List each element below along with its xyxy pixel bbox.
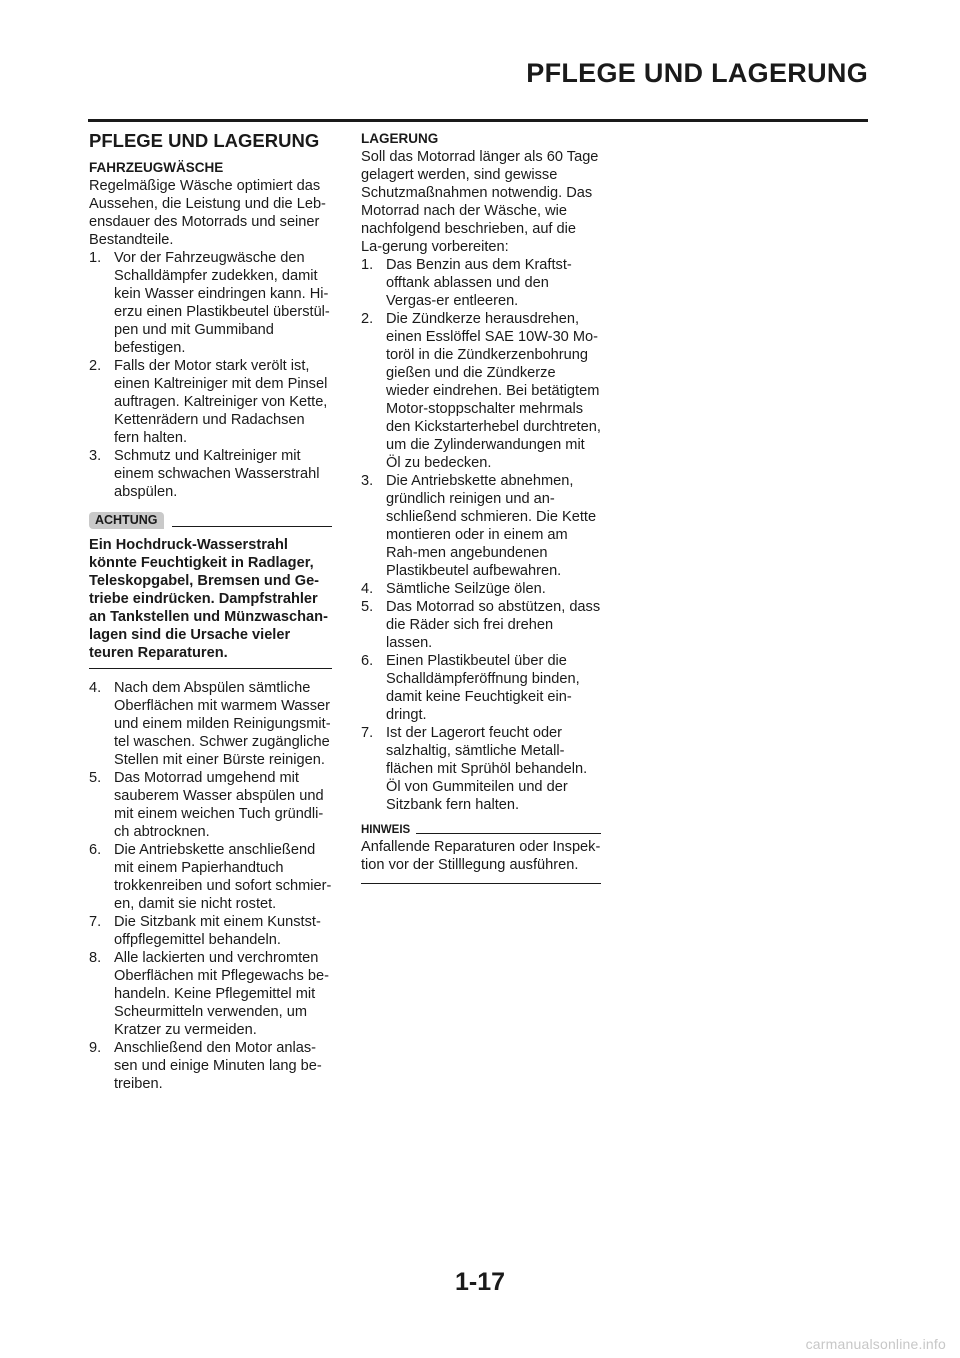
list-item-number: 5. — [361, 599, 374, 615]
list-item-number: 9. — [89, 1040, 102, 1056]
storage-intro-paragraph: Soll das Motorrad länger als 60 Tage gelagert werden, sind gewisse Schutzmaßnahmen notwendig. Das Motorrad nach der Wäsche, wie nachfolgend beschrieben, auf die La-gerung vorbereiten: — [361, 149, 599, 255]
list-item-text: Sämtliche Seilzüge ölen. — [386, 581, 546, 597]
list-item-number: 5. — [89, 770, 102, 786]
caution-rule — [172, 526, 333, 527]
left-column — [89, 130, 332, 1093]
list-item-text: Falls der Motor stark verölt ist, einen Kaltreiniger mit dem Pinsel auftragen. Kaltreiniger von Kette, Kettenrädern und Radachsen fern halten. — [114, 358, 328, 446]
list-item — [89, 769, 332, 841]
list-item — [89, 841, 332, 913]
list-item-text: Das Benzin aus dem Kraftst-offtank ablassen und den Vergas-er entleeren. — [386, 257, 572, 309]
subhead-fahrzeugwaesche: FAHRZEUGWÄSCHE — [89, 160, 224, 175]
list-item — [89, 679, 332, 769]
list-item — [361, 724, 601, 814]
list-item-number: 1. — [89, 250, 102, 266]
list-item-number: 6. — [89, 842, 102, 858]
list-item — [89, 913, 332, 949]
list-item — [89, 249, 332, 357]
list-item-number: 2. — [361, 311, 374, 327]
storage-steps-list — [361, 256, 601, 814]
list-item-number: 1. — [361, 257, 374, 273]
list-item — [89, 949, 332, 1039]
list-item-number: 8. — [89, 950, 102, 966]
intro-paragraph: Regelmäßige Wäsche optimiert das Aussehen, die Leistung und die Leb-ensdauer des Motorrads und seiner Bestandteile. — [89, 178, 326, 248]
list-item — [89, 1039, 332, 1093]
list-item — [361, 256, 601, 310]
list-item — [361, 472, 601, 580]
list-item-text: Schmutz und Kaltreiniger mit einem schwachen Wasserstrahl abspülen. — [114, 448, 320, 500]
list-item-number: 3. — [89, 448, 102, 464]
note-box — [361, 824, 601, 884]
list-item-number: 3. — [361, 473, 374, 489]
achtung-badge: ACHTUNG — [89, 512, 164, 529]
page-header-title: PFLEGE UND LAGERUNG — [526, 58, 868, 88]
section-title: PFLEGE UND LAGERUNG — [89, 130, 320, 151]
washing-steps-list-a — [89, 249, 332, 501]
list-item-text: Nach dem Abspülen sämtliche Oberflächen mit warmem Wasser und einem milden Reinigungsmit-tel waschen. Schwer zugängliche Stellen mit einer Bürste reinigen. — [114, 680, 331, 768]
caution-text: Ein Hochdruck-Wasserstrahl könnte Feuchtigkeit in Radlager, Teleskopgabel, Bremsen und Ge-triebe eindrücken. Dampfstrahler an Tankstellen und Münzwaschan-lagen sind die Ursache vieler teuren Reparaturen. — [89, 536, 332, 669]
list-item-text: Alle lackierten und verchromten Oberflächen mit Pflegewachs be-handeln. Keine Pflegemittel mit Scheurmitteln verwenden, um Kratzer zu vermeiden. — [114, 950, 329, 1038]
hinweis-label: HINWEIS — [361, 824, 411, 836]
list-item-text: Das Motorrad umgehend mit sauberem Wasser abspülen und mit einem weichen Tuch gründli-ch abtrocknen. — [114, 770, 324, 840]
list-item-number: 4. — [361, 581, 374, 597]
list-item — [361, 580, 601, 598]
list-item-number: 7. — [361, 725, 374, 741]
subhead-lagerung: LAGERUNG — [361, 131, 439, 146]
list-item — [361, 598, 601, 652]
list-item-text: Die Sitzbank mit einem Kunstst-offpflegemittel behandeln. — [114, 914, 321, 948]
list-item — [89, 447, 332, 501]
list-item-text: Ist der Lagerort feucht oder salzhaltig, sämtliche Metall-flächen mit Sprühöl behandeln. Öl von Gummiteilen und der Sitzbank fern halten. — [386, 725, 588, 813]
list-item-text: Einen Plastikbeutel über die Schalldämpferöffnung binden, damit keine Feuchtigkeit ein-dringt. — [386, 653, 580, 723]
list-item-text: Anschließend den Motor anlas-sen und einige Minuten lang be-treiben. — [114, 1040, 322, 1092]
caution-header — [89, 512, 332, 529]
list-item — [361, 652, 601, 724]
list-item-text: Die Antriebskette anschließend mit einem Papierhandtuch trokkenreiben und sofort schmier-en, damit sie nicht rostet. — [114, 842, 332, 912]
caution-box — [89, 512, 332, 669]
list-item-text: Das Motorrad so abstützen, dass die Räder sich frei drehen lassen. — [386, 599, 601, 651]
list-item-number: 2. — [89, 358, 102, 374]
page-number: 1-17 — [454, 1268, 506, 1296]
watermark: carmanualsonline.info — [805, 1336, 946, 1352]
list-item — [361, 310, 601, 472]
note-header — [361, 824, 601, 836]
list-item-text: Die Zündkerze herausdrehen, einen Esslöffel SAE 10W-30 Mo-toröl in die Zündkerzenbohrung gießen und die Zündkerze wieder eindrehen. Bei betätigtem Motor-stoppschalter mehrmals den Kickstarterhebel durchtreten, um die Zylinderwandungen mit Öl zu bedecken. — [386, 311, 601, 471]
list-item-text: Die Antriebskette abnehmen, gründlich reinigen und an-schließend schmieren. Die Kette montieren oder in einem am Rah-men angebundenen Plastikbeutel aufbewahren. — [386, 473, 597, 579]
washing-steps-list-b — [89, 679, 332, 1093]
header-rule — [88, 119, 868, 122]
list-item-number: 7. — [89, 914, 102, 930]
note-rule — [416, 833, 601, 834]
list-item-text: Vor der Fahrzeugwäsche den Schalldämpfer zudekken, damit kein Wasser eindringen kann. Hi-erzu einen Plastikbeutel überstül-pen und mit Gummiband befestigen. — [114, 250, 330, 356]
note-text: Anfallende Reparaturen oder Inspek-tion vor der Stilllegung ausführen. — [361, 838, 601, 884]
right-column — [361, 130, 601, 884]
list-item-number: 6. — [361, 653, 374, 669]
list-item-number: 4. — [89, 680, 102, 696]
list-item — [89, 357, 332, 447]
